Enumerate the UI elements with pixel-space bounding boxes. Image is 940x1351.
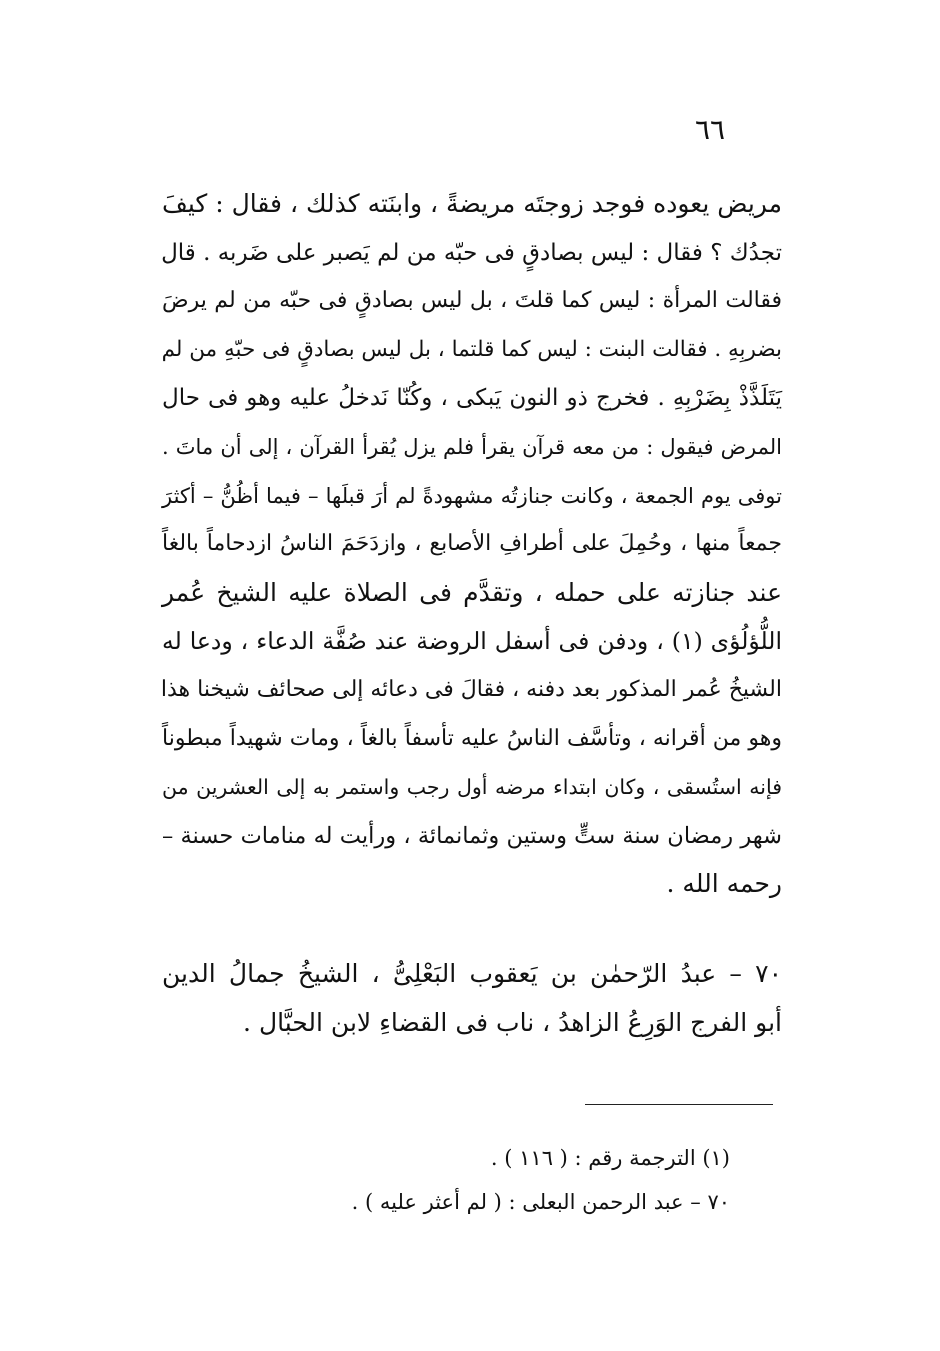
text-line: توفى يوم الجمعة ، وكانت جنازتُه مشهودةً لم أرَ قبلَها – فيما أظُنُّ – أكثرَ [162, 483, 782, 508]
text-line: جمعاً منها ، وحُمِلَ على أطرافِ الأصابع ، وازدَحَمَ الناسُ ازدحاماً بالغاً [162, 531, 782, 557]
text-line: وهو من أقرانه ، وتأسَّف الناسُ عليه تأسفاً بالغاً ، ومات شهيداً مبطوناً [162, 725, 782, 751]
text-line: مريض يعوده فوجد زوجتَه مريضةً ، وابنَته كذلك ، فقال : كيفَ [161, 189, 782, 218]
footnote-divider [585, 1104, 773, 1105]
biography-entry-70 [162, 950, 782, 1047]
text-line: يَتَلَذَّذْ بِضَرْبِهِ . فخرج ذو النون يَبكى ، وكُنّا نَدخلُ عليه وهو فى حال [162, 385, 782, 412]
text-line: عند جنازته على حمله ، وتقدَّم فى الصلاة عليه الشيخ عُمر [162, 577, 782, 607]
text-line: بضربِهِ . فقالت البنت : ليس كما قلتما ، بل ليس بصادقٍ فى حبّهِ من لم [161, 336, 782, 362]
footnote-70: ٧٠ – عبد الرحمن البعلى : ( لم أعثر عليه ) . [351, 1190, 730, 1214]
text-line: المرض فيقول : من معه قرآن يقرأ فلم يزل يُقرأ القرآن ، إلى أن ماتَ . [162, 434, 782, 459]
text-line: الشيخُ عُمر المذكور بعد دفنه ، فقالَ فى دعائه إلى صحائف شيخنا هذا [160, 676, 782, 702]
footnotes [300, 1136, 730, 1224]
main-paragraph [162, 180, 782, 909]
text-line: فإنه استُسقى ، وكان ابتداء مرضه أول رجب واستمر به إلى العشرين من [162, 775, 782, 800]
entry-text-line: أبو الفرج الوَرِعُ الزاهدُ ، ناب فى القضاءِ لابن الحبَّال . [243, 1007, 782, 1037]
text-line: رحمه الله . [666, 869, 782, 899]
footnote-1: (١) الترجمة رقم : ( ١١٦ ) . [490, 1146, 730, 1170]
text-line: اللُّؤلُؤى (١) ، ودفن فى أسفل الروضة عند صُفَّة الدعاء ، ودعا له [162, 627, 782, 656]
page-number: ٦٦ [694, 113, 726, 146]
entry-heading-line: ٧٠ – عبدُ الرّحمٰن بن يَعقوب البَعْلِىُّ ، الشيخُ جمالُ الدين [162, 959, 782, 988]
text-line: تجدُك ؟ فقال : ليس بصادقٍ فى حبّه من لم يَصبر على ضَربه . قال [161, 239, 782, 266]
text-line: فقالت المرأة : ليس كما قلتَ ، بل ليس بصادقٍ فى حبّه من لم يرضَ [162, 288, 782, 314]
text-line: شهر رمضان سنة ستٍّ وستين وثمانمائة ، ورأيت له منامات حسنة – [162, 822, 782, 849]
